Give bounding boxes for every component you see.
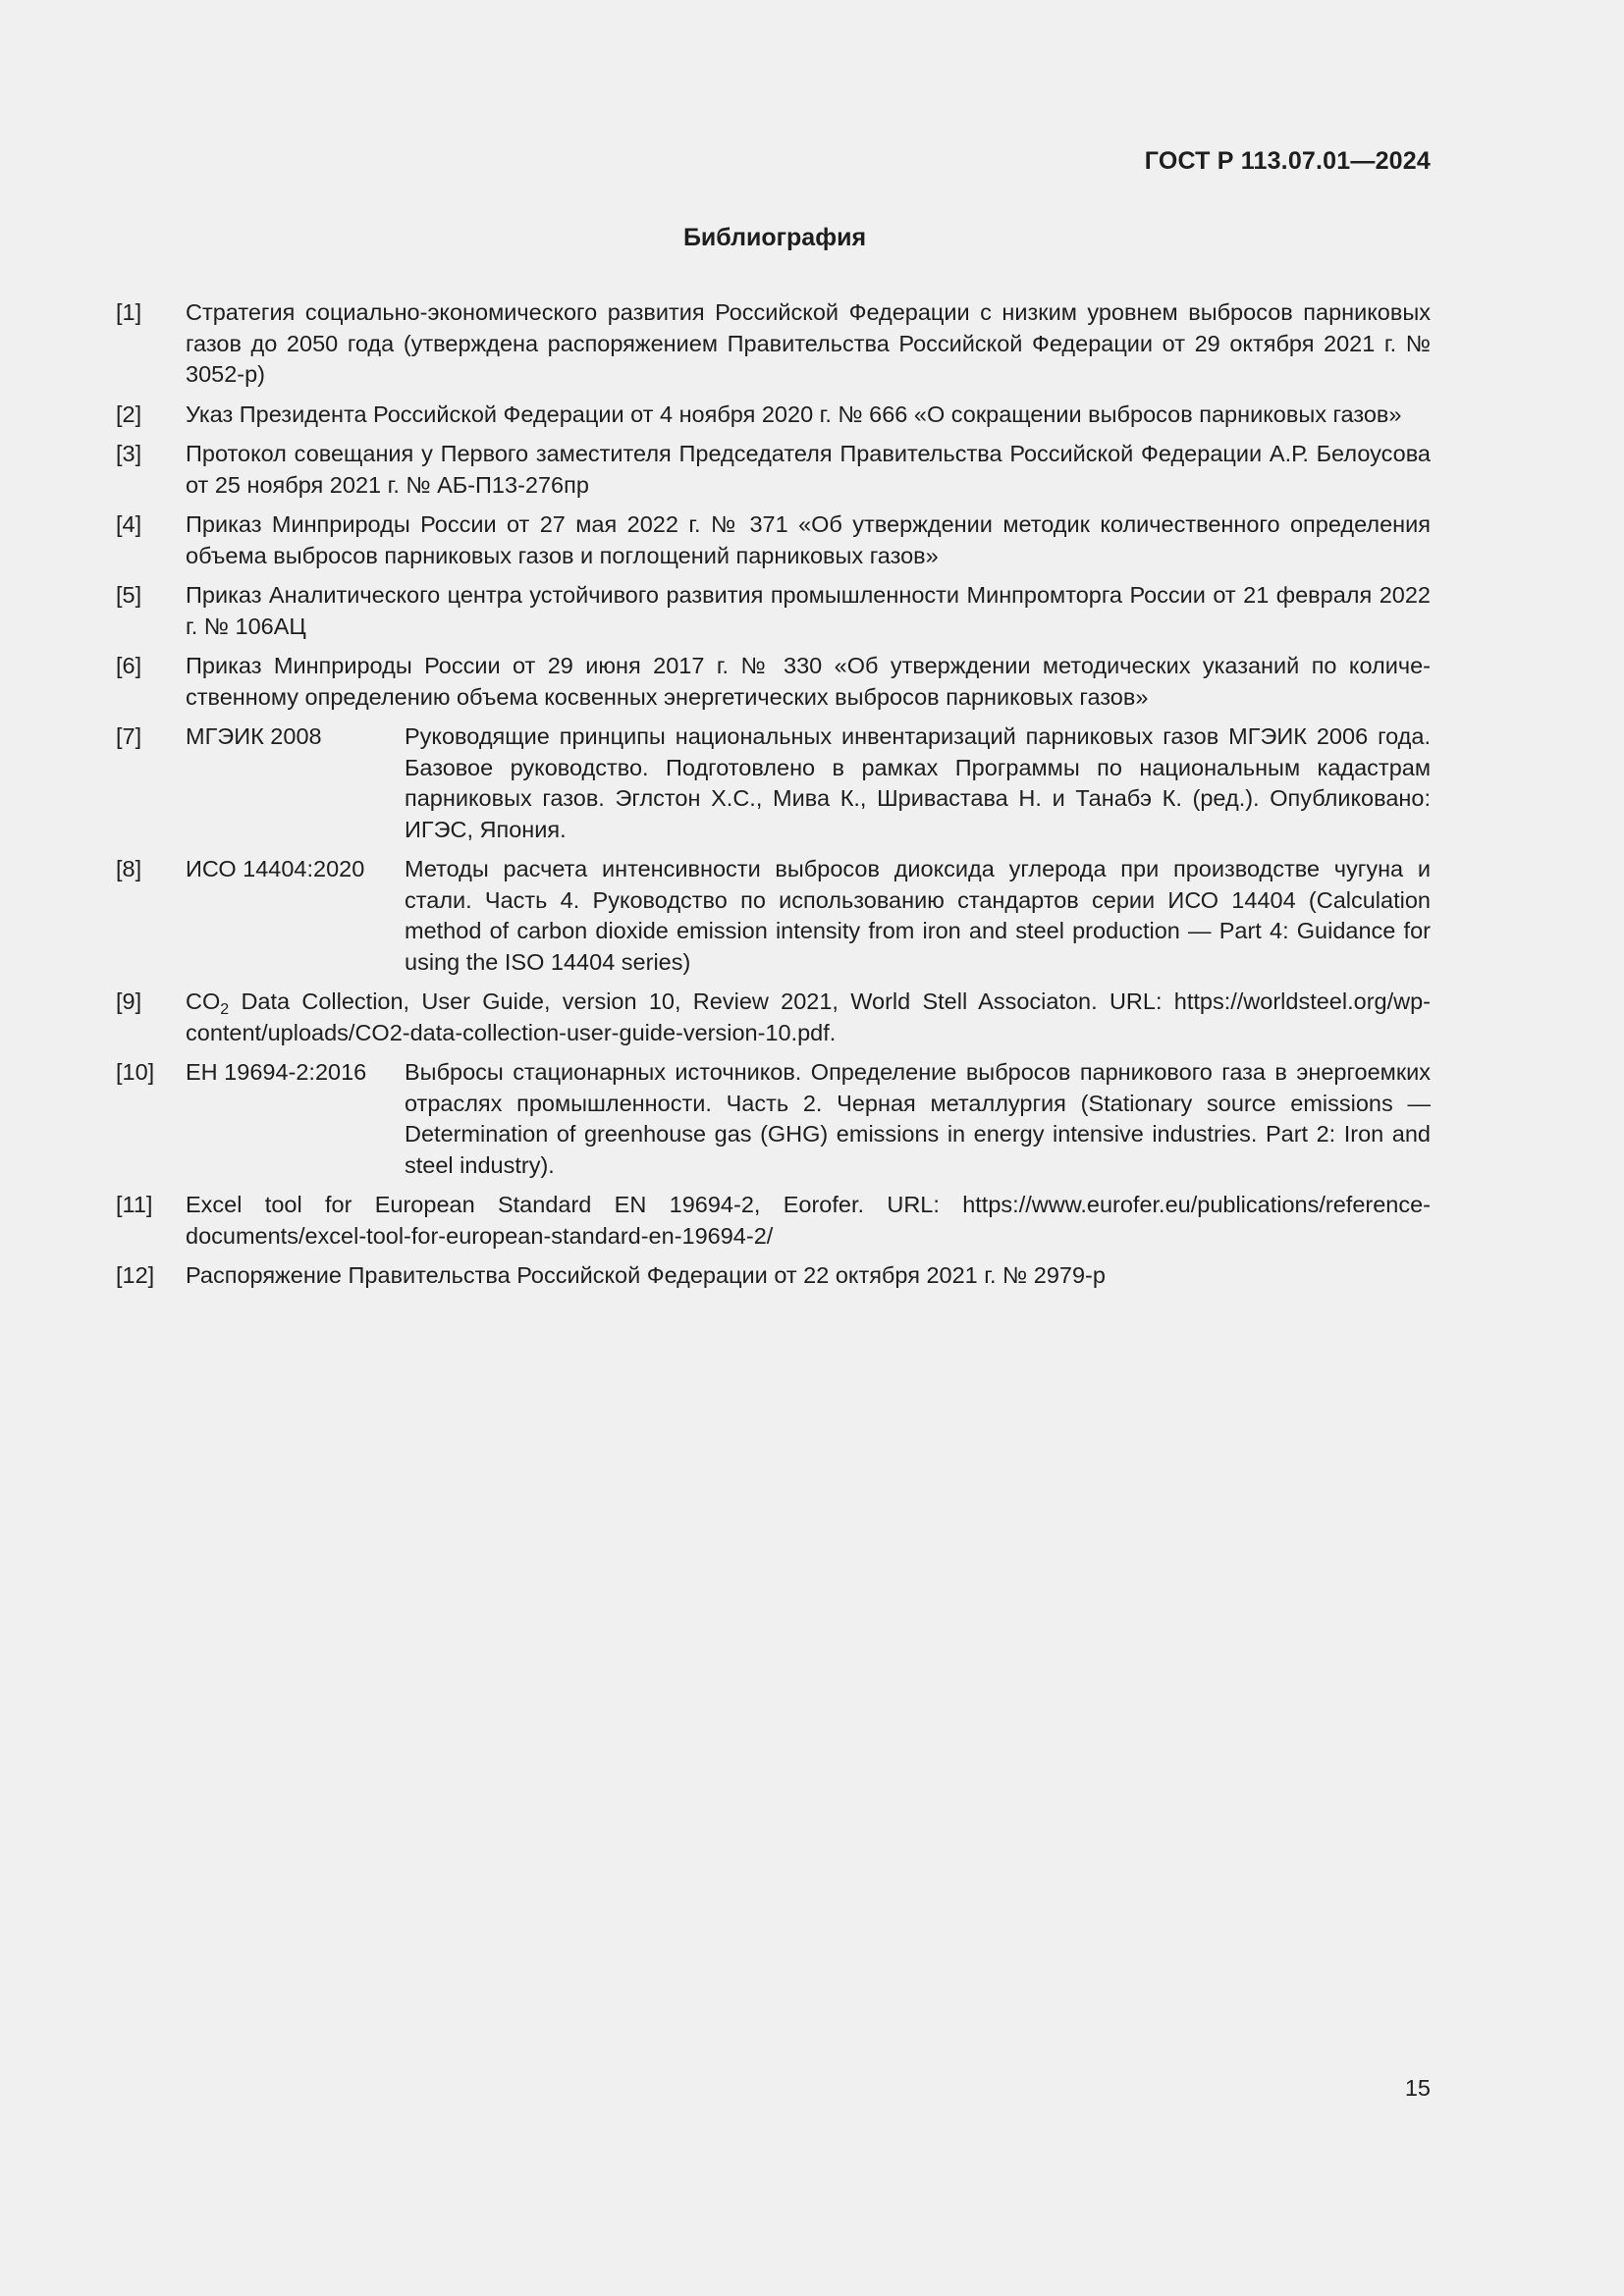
bibliography-entry: [116, 400, 1431, 431]
bibliography-entry: [116, 721, 1431, 845]
entry-number: [5]: [116, 582, 142, 608]
bibliography-entry: [116, 1260, 1431, 1292]
document-code: ГОСТ Р 113.07.01—2024: [1144, 147, 1431, 175]
entry-text: Приказ Минприроды России от 29 июня 2017 г. № 330 «Об утверждении методических указаний по количественному определению объема косвенных энергетических выбросов парниковых газов»: [186, 653, 1431, 710]
entry-number: [3]: [116, 441, 142, 466]
bibliography-entry: [116, 987, 1431, 1048]
entry-text: Протокол совещания у Первого заместителя Председателя Правительства Российской Федерации А.Р. Белоусова от 25 ноября 2021 г. № АБ-П13-276пр: [186, 441, 1431, 498]
bibliography-entry: [116, 297, 1431, 391]
entry-text: Руководящие принципы национальных инвентаризаций парниковых газов МГЭИК 2006 года. Базовое руководство. Подготовлено в рамках Программы по национальным кадастрам парниковых газов. Эглстон Х.С., Мива К., Шривастава Н. и Танабэ К. (ред.). Опубликовано: ИГЭС, Япония.: [405, 723, 1431, 842]
entry-text: Выбросы стационарных источников. Определение выбросов парникового газа в энергоемких отраслях промышленности. Часть 2. Черная металлургия (Stationary source emissions — Determination of greenhouse gas (GHG) emissions in energy intensive industries. Part 2: Iron and steel industry).: [405, 1059, 1431, 1178]
co2-subscript: 2: [220, 1001, 230, 1018]
page-number: 15: [1404, 2075, 1431, 2101]
bibliography-list: [116, 297, 1431, 1301]
entry-text: Приказ Минприроды России от 27 мая 2022 г. № 371 «Об утверждении методик количественного определения объема выбросов парниковых газов и поглощений парниковых газов»: [186, 511, 1431, 568]
entry-text: Методы расчета интенсивности выбросов диоксида углерода при производстве чугуна и стали. Часть 4. Руководство по использованию стандартов серии ИСО 14404 (Calculation method of carbon dioxide emission intensity from iron and steel production — Part 4: Guidance for using the ISO 14404 series): [405, 856, 1431, 975]
entry-standard-code: ИСО 14404:2020: [186, 856, 365, 881]
entry-text: Приказ Аналитического центра устойчивого развития промышленности Минпромторга России от 21 февраля 2022 г. № 106АЦ: [186, 582, 1431, 639]
entry-standard-code: МГЭИК 2008: [186, 723, 322, 749]
entry-number: [4]: [116, 511, 142, 537]
section-title: Библиография: [682, 224, 867, 251]
entry-number: [6]: [116, 653, 142, 678]
entry-number: [8]: [116, 856, 142, 881]
entry-text: Распоряжение Правительства Российской Федерации от 22 октября 2021 г. № 2979-р: [186, 1262, 1106, 1288]
entry-text-body: Data Collection, User Guide, version 10, Review 2021, World Stell Associaton. URL: https://worldsteel.org/​wp-content/uploads/CO2-data-collection-user-guide-version-10.pdf.: [186, 988, 1431, 1045]
entry-number: [11]: [116, 1192, 153, 1217]
entry-number: [9]: [116, 988, 142, 1014]
bibliography-entry: [116, 439, 1431, 501]
bibliography-entry: [116, 580, 1431, 642]
bibliography-entry: [116, 854, 1431, 978]
entry-text: Указ Президента Российской Федерации от 4 ноября 2020 г. № 666 «О сокращении выбросов парниковых газов»: [186, 400, 1402, 427]
entry-text: Стратегия социально-экономического развития Российской Федерации с низким уровнем выбросов парниковых газов до 2050 года (утверждена распоряжением Правительства Российской Федерации от 29 октября 2021 г. № 3052-р): [186, 299, 1431, 387]
entry-number: [10]: [116, 1059, 155, 1085]
entry-text: Excel tool for European Standard EN 19694-2, Eorofer. URL: https://www.eurofer.eu/publications/reference-​documents/excel-tool-for-european-standard-en-19694-2/: [186, 1192, 1431, 1249]
bibliography-entry: [116, 651, 1431, 713]
bibliography-entry: [116, 509, 1431, 571]
entry-text: [186, 987, 1431, 1048]
entry-number: [12]: [116, 1262, 155, 1288]
co2-prefix: CO: [186, 988, 221, 1014]
entry-number: [2]: [116, 400, 142, 427]
bibliography-entry: [116, 1190, 1431, 1252]
entry-number: [7]: [116, 723, 142, 749]
entry-standard-code: ЕН 19694-2:2016: [186, 1059, 367, 1085]
entry-number: [1]: [116, 299, 142, 325]
bibliography-entry: [116, 1057, 1431, 1181]
